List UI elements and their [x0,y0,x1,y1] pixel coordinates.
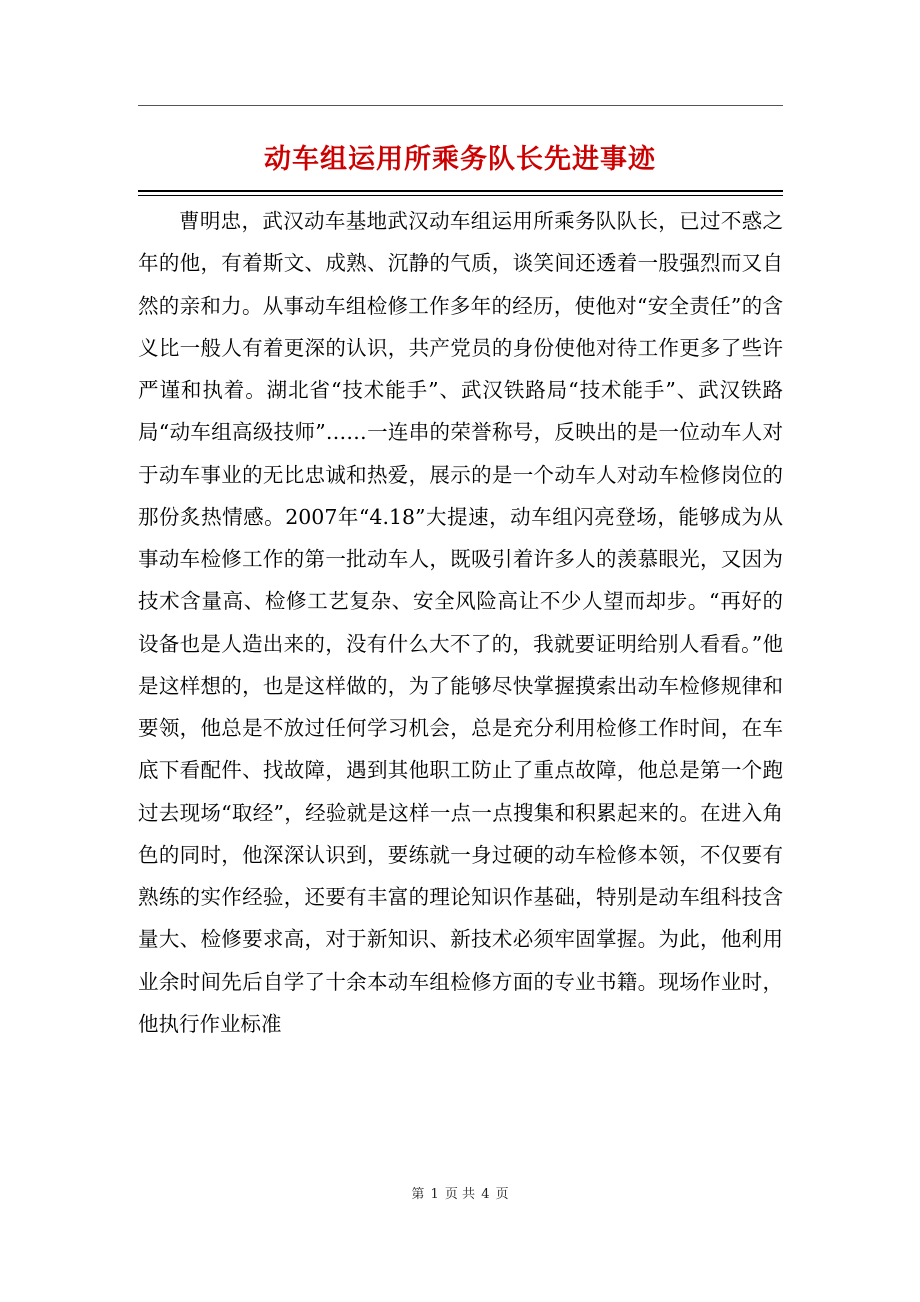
title-underline-thin [138,195,783,196]
document-title: 动车组运用所乘务队长先进事迹 [264,144,656,175]
footer-page-prefix: 第 [411,1187,425,1202]
footer-total-pages: 4 [481,1187,490,1202]
header-rule [138,105,783,106]
footer-current-page: 1 [430,1187,439,1202]
page-footer [0,1185,920,1205]
footer-page-mid: 页 共 [444,1187,476,1202]
title-underline-thick [138,190,783,192]
body-paragraph: 曹明忠，武汉动车基地武汉动车组运用所乘务队队长，已过不惑之年的他，有着斯文、成熟、沉静的气质，谈笑间还透着一股强烈而又自然的亲和力。从事动车组检修工作多年的经历，使他对“安全责任”的含义比一般人有着更深的认识，共产党员的身份使他对待工作更多了些许严谨和执着。湖北省“技术能手”、武汉铁路局“技术能手”、武汉铁路局“动车组高级技师”……一连串的荣誉称号，反映出的是一位动车人对于动车事业的无比忠诚和热爱，展示的是一个动车人对动车检修岗位的那份炙热情感。2007年“4.18”大提速，动车组闪亮登场，能够成为从事动车检修工作的第一批动车人，既吸引着许多人的羡慕眼光，又因为技术含量高、检修工艺复杂、安全风险高让不少人望而却步。“再好的设备也是人造出来的，没有什么大不了的，我就要证明给别人看看。”他是这样想的，也是这样做的，为了能够尽快掌握摸索出动车检修规律和要领，他总是不放过任何学习机会，总是充分利用检修工作时间，在车底下看配件、找故障，遇到其他职工防止了重点故障，他总是第一个跑过去现场“取经”，经验就是这样一点一点搜集和积累起来的。在进入角色的同时，他深深认识到，要练就一身过硬的动车检修本领，不仅要有熟练的实作经验，还要有丰富的理论知识作基础，特别是动车组科技含量大、检修要求高，对于新知识、新技术必须牢固掌握。为此，他利用业余时间先后自学了十余本动车组检修方面的专业书籍。现场作业时，他执行作业标准 [138,209,783,1036]
footer-page-suffix: 页 [495,1187,509,1202]
